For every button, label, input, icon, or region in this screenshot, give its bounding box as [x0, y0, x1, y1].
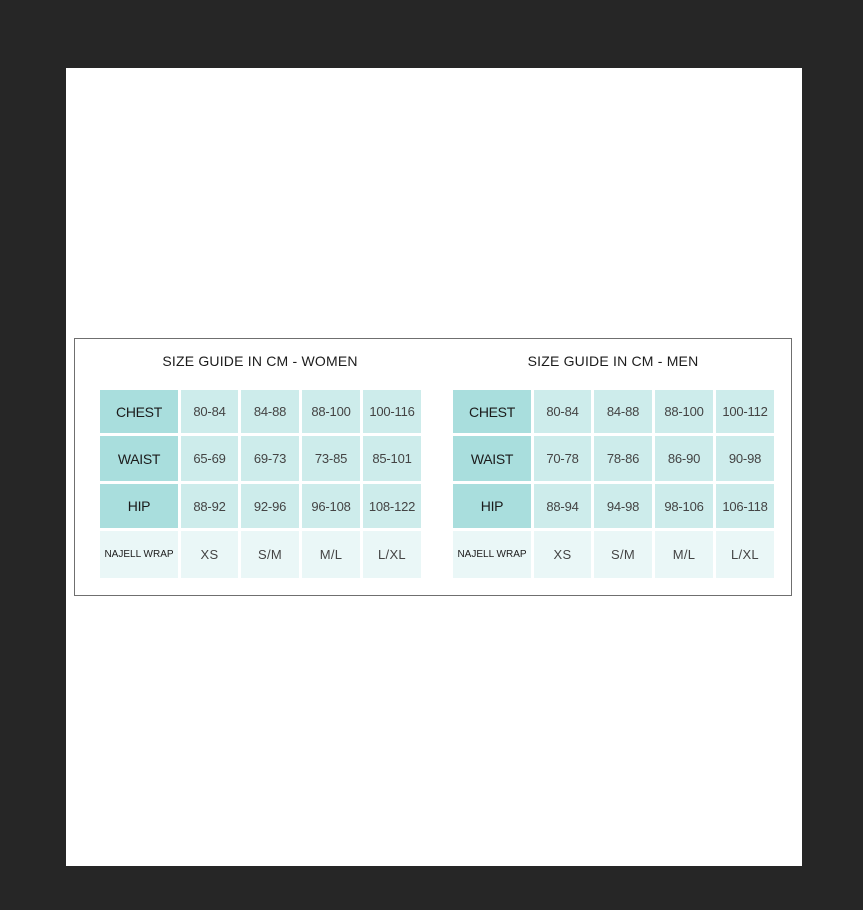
women-row-label: HIP	[100, 484, 178, 528]
men-cell: L/XL	[716, 531, 774, 578]
women-cell: 69-73	[241, 436, 299, 481]
women-cell: 108-122	[363, 484, 421, 528]
women-cell: 65-69	[181, 436, 238, 481]
women-cell: 84-88	[241, 390, 299, 433]
women-cell: 88-100	[302, 390, 360, 433]
men-cell: 88-94	[534, 484, 591, 528]
women-cell: 88-92	[181, 484, 238, 528]
men-cell: 88-100	[655, 390, 713, 433]
men-cell: 100-112	[716, 390, 774, 433]
women-row-label: WAIST	[100, 436, 178, 481]
women-row-label: CHEST	[100, 390, 178, 433]
women-cell: L/XL	[363, 531, 421, 578]
size-guide-image	[74, 338, 792, 596]
men-cell: 84-88	[594, 390, 652, 433]
men-cell: M/L	[655, 531, 713, 578]
men-row-label-wrap: NAJELL WRAP	[453, 531, 531, 578]
men-cell: 70-78	[534, 436, 591, 481]
women-cell: 96-108	[302, 484, 360, 528]
men-cell: 106-118	[716, 484, 774, 528]
men-cell: 78-86	[594, 436, 652, 481]
men-row-label: WAIST	[453, 436, 531, 481]
men-size-table	[453, 390, 774, 578]
men-guide-title: SIZE GUIDE IN CM - MEN	[527, 353, 699, 369]
women-cell: 80-84	[181, 390, 238, 433]
men-cell: 86-90	[655, 436, 713, 481]
women-row-label-wrap: NAJELL WRAP	[100, 531, 178, 578]
men-cell: 98-106	[655, 484, 713, 528]
women-cell: S/M	[241, 531, 299, 578]
men-cell: S/M	[594, 531, 652, 578]
women-cell: 73-85	[302, 436, 360, 481]
women-size-table	[100, 390, 421, 578]
women-cell: 92-96	[241, 484, 299, 528]
women-cell: 85-101	[363, 436, 421, 481]
men-cell: 94-98	[594, 484, 652, 528]
men-cell: 80-84	[534, 390, 591, 433]
men-cell: 90-98	[716, 436, 774, 481]
men-row-label: CHEST	[453, 390, 531, 433]
men-cell: XS	[534, 531, 591, 578]
men-row-label: HIP	[453, 484, 531, 528]
women-cell: 100-116	[363, 390, 421, 433]
women-cell: XS	[181, 531, 238, 578]
women-cell: M/L	[302, 531, 360, 578]
women-guide-title: SIZE GUIDE IN CM - WOMEN	[162, 353, 358, 369]
